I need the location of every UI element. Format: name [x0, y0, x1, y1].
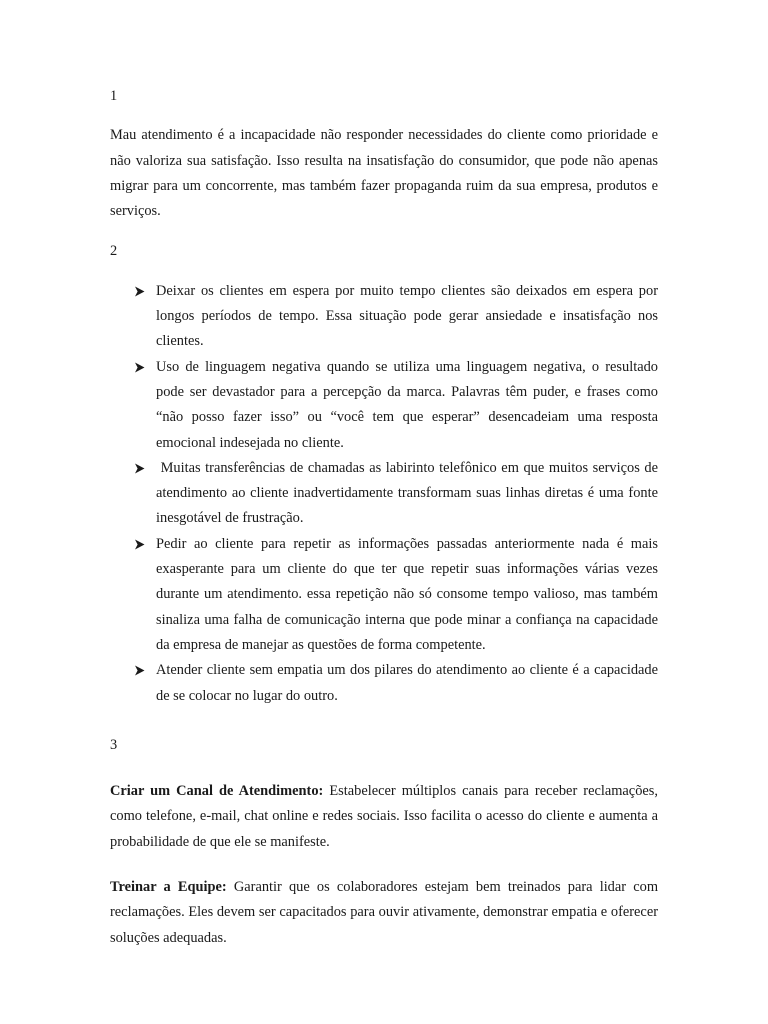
arrowhead-bullet-icon: [134, 658, 146, 683]
arrowhead-bullet-icon: [134, 456, 146, 481]
block-heading: Criar um Canal de Atendimento:: [110, 783, 324, 800]
block-text: Estabelecer múltiplos canais para receber reclamações, como telefone, e-mail, chat online e redes sociais. Isso facilita o acesso do cliente e aumenta a probabilidade de que ele se manifeste.: [110, 783, 658, 850]
section-1-paragraph: Mau atendimento é a incapacidade não responder necessidades do cliente como prioridade e não valoriza sua satisfação. Isso resulta na insatisfação do consumidor, que pode não apenas migrar para um concorrente, mas também fazer propaganda ruim da sua empresa, produtos e serviços.: [110, 127, 658, 220]
section-number-2: 2: [110, 243, 118, 260]
section-2-bullet-list: [110, 279, 662, 709]
list-item: [156, 532, 658, 658]
list-item: [156, 456, 662, 532]
list-item: [156, 355, 658, 456]
list-item-text: Pedir ao cliente para repetir as informações passadas anteriormente nada é mais exasperante para um cliente do que ter que repetir suas informações várias vezes durante um atendimento. essa repetição não só consome tempo valioso, mas também sinaliza uma falha de comunicação interna que pode minar a confiança na capacidade da empresa de manejar as questões de forma competente.: [156, 535, 658, 653]
arrowhead-bullet-icon: [134, 532, 146, 557]
section-number-3: 3: [110, 736, 118, 753]
block-heading: Treinar a Equipe:: [110, 879, 227, 896]
list-item-text: Muitas transferências de chamadas as labirinto telefônico em que muitos serviços de atendimento ao cliente inadvertidamente transformam suas linhas diretas é uma fonte inesgotável de frustração.: [156, 459, 662, 527]
list-item: [156, 658, 658, 709]
list-item-text: Uso de linguagem negativa quando se utiliza uma linguagem negativa, o resultado pode ser devastador para a percepção da marca. Palavras têm puder, e frases como “não posso fazer isso” ou “você tem que esperar” desencadeiam uma resposta emocional indesejada no cliente.: [156, 358, 658, 451]
section-3-block-equipe: [110, 875, 658, 951]
arrowhead-bullet-icon: [134, 279, 146, 304]
list-item-text: Atender cliente sem empatia um dos pilares do atendimento ao cliente é a capacidade de se colocar no lugar do outro.: [156, 662, 658, 704]
block-text: Garantir que os colaboradores estejam bem treinados para lidar com reclamações. Eles devem ser capacitados para ouvir ativamente, demonstrar empatia e oferecer soluções adequadas.: [110, 879, 659, 946]
list-item-text: Deixar os clientes em espera por muito tempo clientes são deixados em espera por longos períodos de tempo. Essa situação pode gerar ansiedade e insatisfação nos clientes.: [156, 282, 658, 350]
section-3-block-canal: [110, 779, 658, 855]
list-item: [156, 279, 658, 355]
arrowhead-bullet-icon: [134, 355, 146, 380]
document-page: [110, 84, 662, 951]
section-number-1: 1: [110, 88, 118, 104]
